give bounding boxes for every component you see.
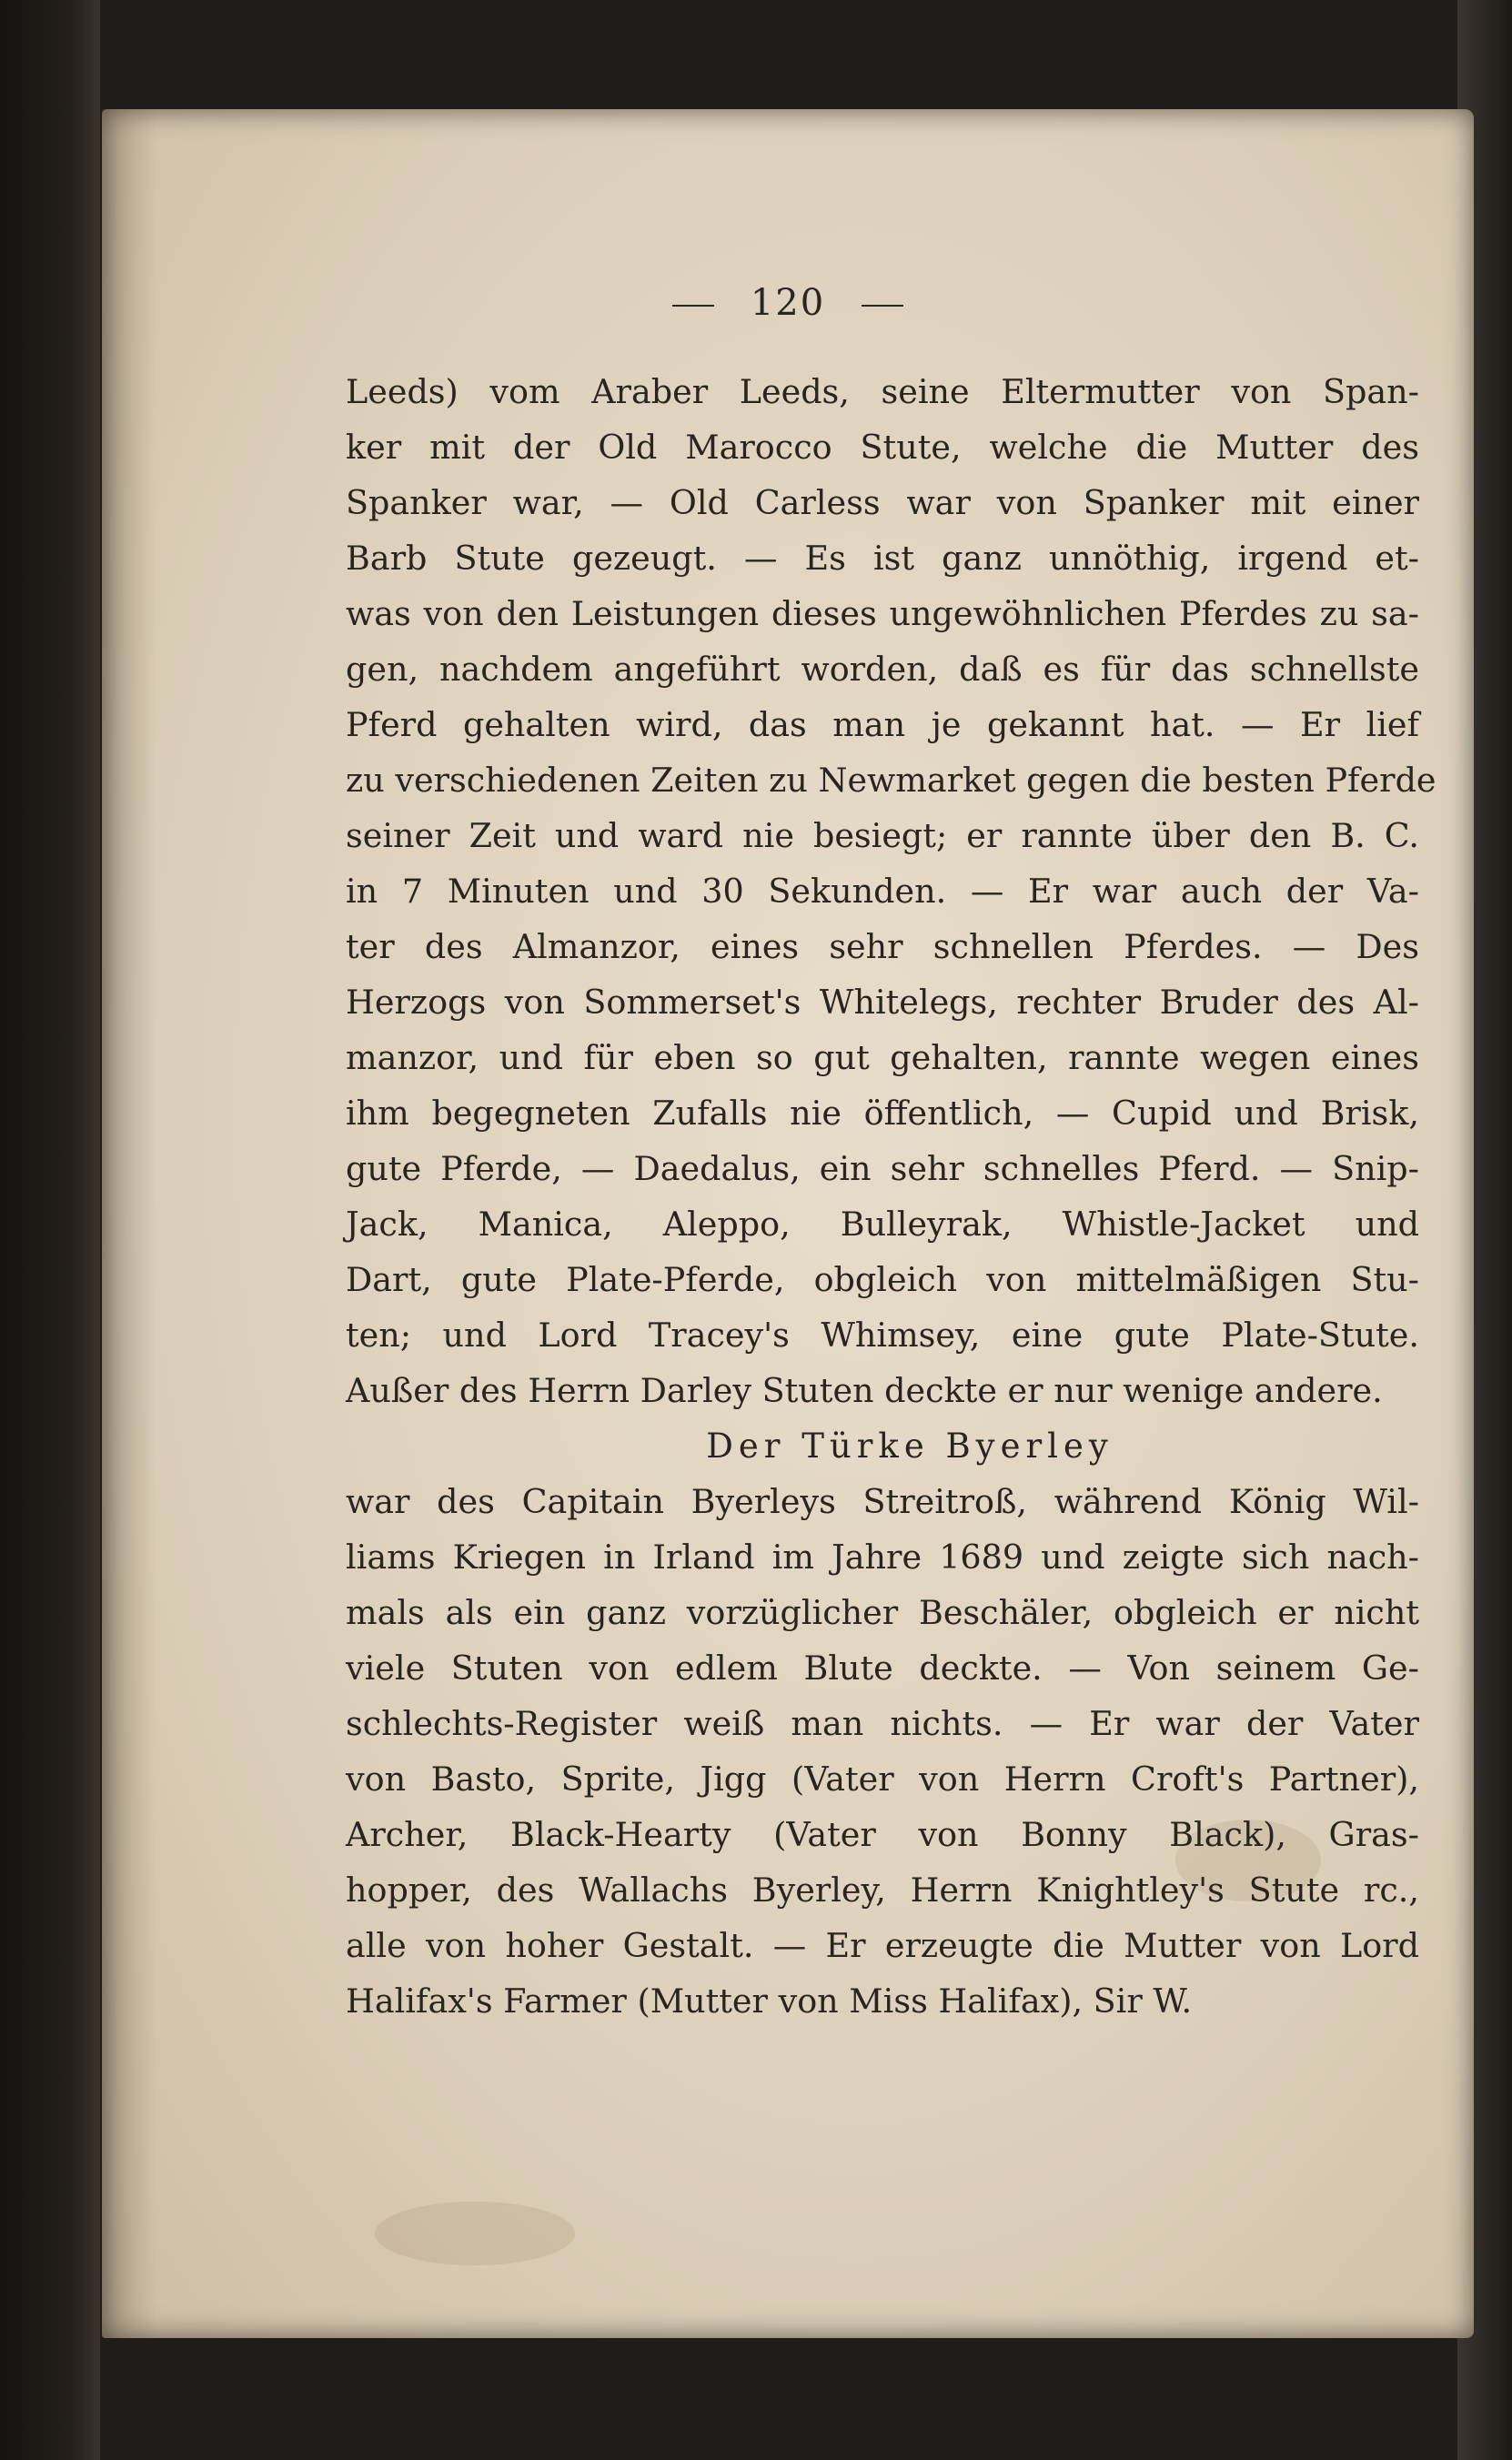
text-line: ker mit der Old Marocco Stute, welche die Mutter des — [346, 428, 1419, 467]
body-text — [346, 364, 1436, 2029]
text-line: hopper, des Wallachs Byerley, Herrn Knightley's Stute rc., — [346, 1870, 1419, 1910]
text-line: Spanker war, — Old Carless war von Spanker mit einer — [346, 483, 1419, 522]
text-line: alle von hoher Gestalt. — Er erzeugte die Mutter von Lord — [346, 1926, 1419, 1965]
page-gutter-shadow — [102, 109, 156, 2338]
text-line: von Basto, Sprite, Jigg (Vater von Herrn Croft's Partner), — [346, 1759, 1419, 1799]
text-line: gute Pferde, — Daedalus, ein sehr schnelles Pferd. — Snip- — [346, 1149, 1419, 1188]
page-number: 120 — [750, 282, 826, 324]
paragraph-darley-arabian-offspring — [346, 364, 1436, 1418]
text-line: Jack, Manica, Aleppo, Bulleyrak, Whistle-Jacket und — [346, 1205, 1419, 1244]
text-line: mals als ein ganz vorzüglicher Beschäler, obgleich er nicht — [346, 1593, 1419, 1632]
text-line: zu verschiedenen Zeiten zu Newmarket gegen die besten Pferde — [346, 761, 1436, 800]
text-line: liams Kriegen in Irland im Jahre 1689 und zeigte sich nach- — [346, 1538, 1419, 1577]
text-line: ter des Almanzor, eines sehr schnellen Pferdes. — Des — [346, 927, 1419, 966]
text-line: Außer des Herrn Darley Stuten deckte er nur wenige andere. — [346, 1371, 1383, 1410]
text-line: Barb Stute gezeugt. — Es ist ganz unnöthig, irgend et- — [346, 539, 1419, 578]
text-line: viele Stuten von edlem Blute deckte. — Von seinem Ge- — [346, 1648, 1419, 1688]
book-binding-edge — [0, 0, 100, 2460]
text-line: gen, nachdem angeführt worden, daß es für das schnellste — [346, 650, 1419, 689]
text-line: Herzogs von Sommerset's Whitelegs, rechter Bruder des Al- — [346, 983, 1419, 1022]
text-line: Pferd gehalten wird, das man je gekannt hat. — Er lief — [346, 705, 1419, 744]
section-heading: Der Türke Byerley — [706, 1427, 1114, 1466]
text-line: seiner Zeit und ward nie besiegt; er rannte über den B. C. — [346, 816, 1419, 855]
text-line: Leeds) vom Araber Leeds, seine Eltermutter von Span- — [346, 372, 1419, 411]
paragraph-byerley-turk — [346, 1474, 1419, 2029]
text-line: schlechts-Register weiß man nichts. — Er war der Vater — [346, 1704, 1419, 1743]
paper-stain — [375, 2202, 575, 2265]
text-line: ten; und Lord Tracey's Whimsey, eine gute Plate-Stute. — [346, 1316, 1419, 1355]
text-line: Halifax's Farmer (Mutter von Miss Halifax), Sir W. — [346, 1981, 1193, 2021]
text-line: war des Capitain Byerleys Streitroß, während König Wil- — [346, 1482, 1419, 1521]
text-line: Dart, gute Plate-Pferde, obgleich von mittelmäßigen Stu- — [346, 1260, 1419, 1299]
text-line: ihm begegneten Zufalls nie öffentlich, — Cupid und Brisk, — [346, 1094, 1419, 1133]
paper-page — [102, 109, 1474, 2338]
text-line: was von den Leistungen dieses ungewöhnlichen Pferdes zu sa- — [346, 594, 1419, 633]
text-line: Archer, Black-Hearty (Vater von Bonny Black), Gras- — [346, 1815, 1419, 1854]
header-dash-right — [862, 305, 903, 307]
text-line: in 7 Minuten und 30 Sekunden. — Er war auch der Va- — [346, 872, 1419, 911]
text-line: manzor, und für eben so gut gehalten, rannte wegen eines — [346, 1038, 1419, 1077]
page-number-header — [102, 282, 1474, 324]
header-dash-left — [672, 305, 714, 307]
